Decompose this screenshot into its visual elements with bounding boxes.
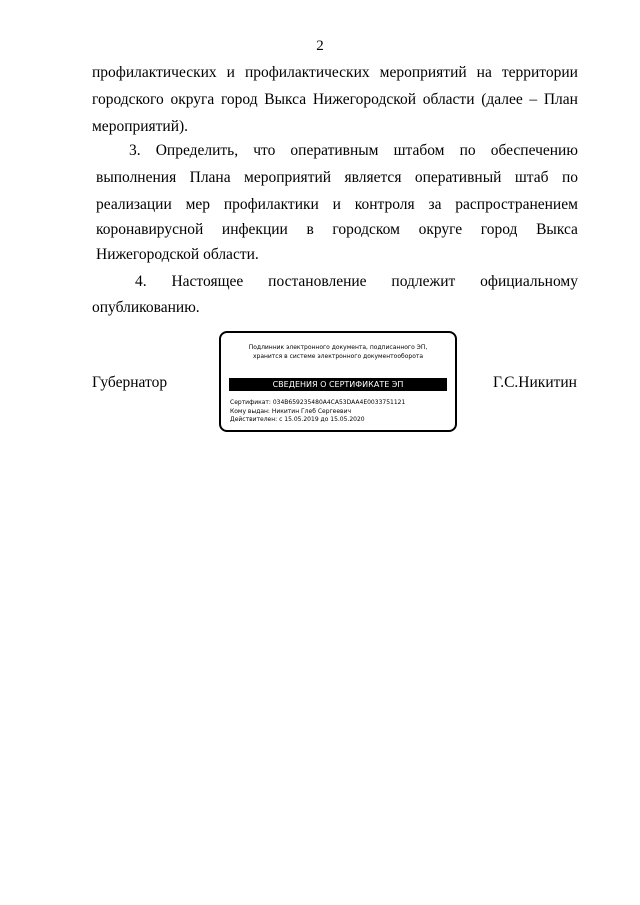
paragraph-line: Нижегородской области. (96, 246, 259, 263)
word: мер (185, 196, 211, 213)
word: – (529, 91, 538, 108)
word: мероприятий (379, 64, 467, 81)
stamp-header-line: Подлинник электронного документа, подписанного ЭП, (248, 344, 428, 351)
word: инфекции (221, 221, 288, 238)
word: План (543, 91, 578, 108)
paragraph-line (96, 168, 578, 188)
word: распространением (455, 196, 578, 213)
word: 3. (129, 142, 141, 159)
signatory-name: Г.С.Никитин (493, 374, 577, 391)
word: на (476, 64, 492, 81)
word: по (459, 142, 476, 159)
word: Выкса (264, 91, 307, 108)
word: штабом (393, 142, 445, 159)
word: (далее (481, 91, 523, 108)
word: в (306, 221, 314, 238)
word: что (253, 142, 276, 159)
paragraph-line (96, 195, 578, 215)
stamp-title-bar: СВЕДЕНИЯ О СЕРТИФИКАТЕ ЭП (229, 378, 447, 391)
word: реализации (96, 196, 172, 213)
word: территории (501, 64, 578, 81)
word: профилактических (92, 64, 217, 81)
word: является (344, 169, 402, 186)
word: Нижегородской (312, 91, 417, 108)
word: профилактических (244, 64, 370, 81)
word: области (422, 91, 475, 108)
word: Настоящее (171, 273, 244, 290)
paragraph-line (92, 63, 578, 83)
word: Выкса (536, 221, 578, 238)
word: городском (332, 221, 400, 238)
stamp-header (227, 343, 449, 361)
word: городского (92, 91, 164, 108)
word: оперативный (414, 169, 502, 186)
word: Плана (189, 169, 231, 186)
stamp-issued-to: Кому выдан: Никитин Глеб Сергеевич (230, 407, 352, 415)
word: мероприятий (244, 169, 332, 186)
paragraph-line (129, 141, 578, 161)
paragraph-line (92, 90, 578, 110)
word: город (220, 91, 258, 108)
paragraph-line: мероприятий). (92, 118, 189, 135)
word: округе (418, 221, 463, 238)
stamp-details (230, 399, 405, 425)
stamp-certificate: Сертификат: 034B659235480A4CA53DAA4E0033751121 (230, 399, 406, 406)
digital-signature-stamp (219, 331, 457, 432)
paragraph-line: опубликованию. (92, 299, 200, 316)
page-number: 2 (316, 38, 324, 54)
word: постановление (268, 273, 367, 290)
word: 4. (135, 273, 147, 290)
signature-position: Губернатор (92, 374, 168, 391)
word: штаб (514, 169, 549, 186)
word: профилактики (223, 196, 319, 213)
word: коронавирусной (96, 221, 204, 238)
word: контроля (354, 196, 415, 213)
paragraph-line (135, 272, 578, 292)
word: за (428, 196, 442, 213)
word: обеспечению (490, 142, 578, 159)
word: официальному (480, 273, 578, 290)
word: оперативным (290, 142, 379, 159)
word: и (332, 196, 341, 213)
word: по (561, 169, 578, 186)
stamp-valid: Действителен: с 15.05.2019 до 15.05.2020 (230, 416, 365, 423)
word: Определить, (155, 142, 239, 159)
word: и (226, 64, 235, 81)
word: город (480, 221, 518, 238)
word: подлежит (391, 273, 456, 290)
paragraph-line (96, 220, 578, 240)
stamp-header-line: хранится в системе электронного документооборота (252, 353, 424, 360)
word: округа (170, 91, 215, 108)
word: выполнения (96, 169, 177, 186)
